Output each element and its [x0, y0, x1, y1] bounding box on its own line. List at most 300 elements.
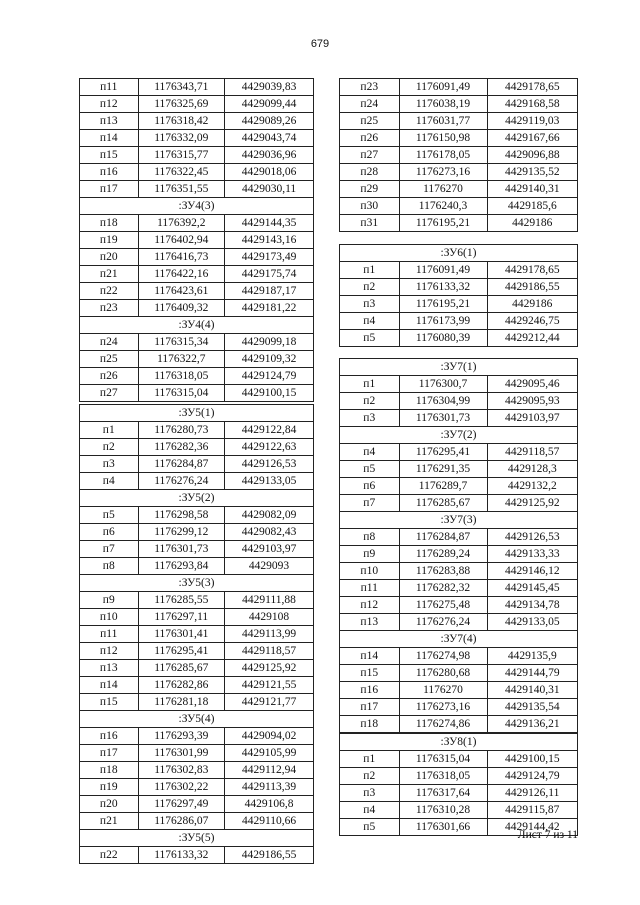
- section-header-row: [80, 317, 314, 334]
- y-coordinate-cell: 4429018,06: [225, 164, 314, 181]
- section-header-row: [340, 734, 578, 751]
- x-coordinate-cell: 1176275,48: [399, 597, 487, 614]
- table-row: [80, 626, 314, 643]
- y-coordinate-cell: 4429134,78: [487, 597, 577, 614]
- point-id-cell: п26: [340, 130, 400, 147]
- point-id-cell: п22: [80, 283, 139, 300]
- point-id-cell: п2: [340, 768, 400, 785]
- point-id-cell: п1: [340, 262, 400, 279]
- section-header: :ЗУ7(2): [340, 427, 578, 444]
- section-header: :ЗУ5(1): [80, 405, 314, 422]
- x-coordinate-cell: 1176351,55: [138, 181, 225, 198]
- section-header-row: [340, 359, 578, 376]
- coordinates-table: [339, 244, 578, 347]
- point-id-cell: п16: [80, 728, 139, 745]
- point-id-cell: п25: [80, 351, 139, 368]
- x-coordinate-cell: 1176284,87: [399, 529, 487, 546]
- table-row: [80, 728, 314, 745]
- table-row: [340, 279, 578, 296]
- point-id-cell: п7: [80, 541, 139, 558]
- table-row: [340, 376, 578, 393]
- y-coordinate-cell: 4429135,52: [487, 164, 577, 181]
- table-row: [80, 456, 314, 473]
- x-coordinate-cell: 1176276,24: [138, 473, 225, 490]
- x-coordinate-cell: 1176302,22: [138, 779, 225, 796]
- x-coordinate-cell: 1176325,69: [138, 96, 225, 113]
- table-row: [80, 473, 314, 490]
- table-row: [80, 249, 314, 266]
- table-row: [340, 198, 578, 215]
- point-id-cell: п18: [80, 215, 139, 232]
- x-coordinate-cell: 1176301,66: [399, 819, 487, 836]
- point-id-cell: п26: [80, 368, 139, 385]
- point-id-cell: п24: [80, 334, 139, 351]
- point-id-cell: п4: [80, 473, 139, 490]
- table-row: [340, 296, 578, 313]
- table-row: [340, 716, 578, 733]
- point-id-cell: п3: [340, 296, 400, 313]
- point-id-cell: п30: [340, 198, 400, 215]
- point-id-cell: п12: [80, 96, 139, 113]
- table-row: [80, 796, 314, 813]
- table-row: [80, 385, 314, 402]
- point-id-cell: п20: [80, 249, 139, 266]
- table-row: [340, 444, 578, 461]
- point-id-cell: п15: [340, 665, 400, 682]
- table-row: [340, 563, 578, 580]
- x-coordinate-cell: 1176150,98: [399, 130, 487, 147]
- table-row: [80, 507, 314, 524]
- section-header-row: [340, 245, 578, 262]
- y-coordinate-cell: 4429133,05: [225, 473, 314, 490]
- point-id-cell: п16: [80, 164, 139, 181]
- table-row: [80, 181, 314, 198]
- y-coordinate-cell: 4429095,46: [487, 376, 577, 393]
- table-row: [340, 802, 578, 819]
- table-row: [80, 592, 314, 609]
- table-row: [80, 232, 314, 249]
- table-row: [80, 694, 314, 711]
- y-coordinate-cell: 4429108: [225, 609, 314, 626]
- table-row: [340, 785, 578, 802]
- y-coordinate-cell: 4429096,88: [487, 147, 577, 164]
- table-row: [340, 648, 578, 665]
- y-coordinate-cell: 4429119,03: [487, 113, 577, 130]
- table-row: [340, 546, 578, 563]
- section-header: :ЗУ8(1): [340, 734, 578, 751]
- x-coordinate-cell: 1176280,73: [138, 422, 225, 439]
- table-row: [80, 558, 314, 575]
- x-coordinate-cell: 1176301,41: [138, 626, 225, 643]
- x-coordinate-cell: 1176317,64: [399, 785, 487, 802]
- x-coordinate-cell: 1176332,09: [138, 130, 225, 147]
- point-id-cell: п24: [340, 96, 400, 113]
- table-row: [80, 779, 314, 796]
- x-coordinate-cell: 1176270: [399, 682, 487, 699]
- table-row: [340, 529, 578, 546]
- x-coordinate-cell: 1176315,04: [138, 385, 225, 402]
- coordinates-table: [339, 78, 578, 232]
- x-coordinate-cell: 1176031,77: [399, 113, 487, 130]
- x-coordinate-cell: 1176322,45: [138, 164, 225, 181]
- table-row: [340, 461, 578, 478]
- x-coordinate-cell: 1176315,77: [138, 147, 225, 164]
- x-coordinate-cell: 1176286,07: [138, 813, 225, 830]
- x-coordinate-cell: 1176297,11: [138, 609, 225, 626]
- y-coordinate-cell: 4429167,66: [487, 130, 577, 147]
- point-id-cell: п5: [340, 330, 400, 347]
- x-coordinate-cell: 1176038,19: [399, 96, 487, 113]
- section-header: :ЗУ7(1): [340, 359, 578, 376]
- x-coordinate-cell: 1176091,49: [399, 79, 487, 96]
- point-id-cell: п2: [80, 439, 139, 456]
- y-coordinate-cell: 4429168,58: [487, 96, 577, 113]
- point-id-cell: п23: [80, 300, 139, 317]
- y-coordinate-cell: 4429181,22: [225, 300, 314, 317]
- x-coordinate-cell: 1176402,94: [138, 232, 225, 249]
- x-coordinate-cell: 1176283,88: [399, 563, 487, 580]
- x-coordinate-cell: 1176300,7: [399, 376, 487, 393]
- point-id-cell: п19: [80, 232, 139, 249]
- y-coordinate-cell: 4429135,9: [487, 648, 577, 665]
- x-coordinate-cell: 1176315,34: [138, 334, 225, 351]
- y-coordinate-cell: 4429105,99: [225, 745, 314, 762]
- table-row: [340, 751, 578, 768]
- table-row: [80, 113, 314, 130]
- table-row: [340, 410, 578, 427]
- point-id-cell: п1: [340, 751, 400, 768]
- y-coordinate-cell: 4429095,93: [487, 393, 577, 410]
- y-coordinate-cell: 4429115,87: [487, 802, 577, 819]
- y-coordinate-cell: 4429099,18: [225, 334, 314, 351]
- table-row: [80, 847, 314, 864]
- point-id-cell: п17: [80, 181, 139, 198]
- y-coordinate-cell: 4429094,02: [225, 728, 314, 745]
- table-row: [80, 677, 314, 694]
- y-coordinate-cell: 4429186: [487, 296, 577, 313]
- y-coordinate-cell: 4429100,15: [225, 385, 314, 402]
- y-coordinate-cell: 4429110,66: [225, 813, 314, 830]
- section-header: :ЗУ6(1): [340, 245, 578, 262]
- section-header-row: [340, 427, 578, 444]
- page-number: 679: [310, 38, 330, 50]
- table-row: [340, 682, 578, 699]
- y-coordinate-cell: 4429133,33: [487, 546, 577, 563]
- point-id-cell: п12: [340, 597, 400, 614]
- table-row: [340, 478, 578, 495]
- y-coordinate-cell: 4429178,65: [487, 262, 577, 279]
- x-coordinate-cell: 1176301,73: [138, 541, 225, 558]
- point-id-cell: п4: [340, 802, 400, 819]
- x-coordinate-cell: 1176304,99: [399, 393, 487, 410]
- point-id-cell: п4: [340, 313, 400, 330]
- x-coordinate-cell: 1176282,36: [138, 439, 225, 456]
- section-header-row: [80, 575, 314, 592]
- x-coordinate-cell: 1176423,61: [138, 283, 225, 300]
- table-row: [340, 580, 578, 597]
- y-coordinate-cell: 4429124,79: [487, 768, 577, 785]
- point-id-cell: п19: [80, 779, 139, 796]
- y-coordinate-cell: 4429106,8: [225, 796, 314, 813]
- table-row: [340, 147, 578, 164]
- y-coordinate-cell: 4429173,49: [225, 249, 314, 266]
- y-coordinate-cell: 4429100,15: [487, 751, 577, 768]
- x-coordinate-cell: 1176285,55: [138, 592, 225, 609]
- y-coordinate-cell: 4429186,55: [487, 279, 577, 296]
- x-coordinate-cell: 1176091,49: [399, 262, 487, 279]
- table-row: [340, 614, 578, 631]
- table-row: [80, 660, 314, 677]
- section-header-row: [80, 490, 314, 507]
- section-header: :ЗУ7(4): [340, 631, 578, 648]
- table-row: [80, 283, 314, 300]
- section-header-row: [340, 631, 578, 648]
- point-id-cell: п10: [340, 563, 400, 580]
- table-row: [340, 79, 578, 96]
- table-row: [340, 495, 578, 512]
- x-coordinate-cell: 1176240,3: [399, 198, 487, 215]
- x-coordinate-cell: 1176392,2: [138, 215, 225, 232]
- section-header: :ЗУ5(4): [80, 711, 314, 728]
- y-coordinate-cell: 4429136,21: [487, 716, 577, 733]
- point-id-cell: п9: [80, 592, 139, 609]
- point-id-cell: п14: [80, 677, 139, 694]
- y-coordinate-cell: 4429036,96: [225, 147, 314, 164]
- y-coordinate-cell: 4429140,31: [487, 181, 577, 198]
- y-coordinate-cell: 4429082,09: [225, 507, 314, 524]
- point-id-cell: п1: [340, 376, 400, 393]
- x-coordinate-cell: 1176422,16: [138, 266, 225, 283]
- y-coordinate-cell: 4429082,43: [225, 524, 314, 541]
- x-coordinate-cell: 1176280,68: [399, 665, 487, 682]
- point-id-cell: п14: [340, 648, 400, 665]
- y-coordinate-cell: 4429186,55: [225, 847, 314, 864]
- x-coordinate-cell: 1176178,05: [399, 147, 487, 164]
- coordinates-table: [79, 404, 314, 864]
- y-coordinate-cell: 4429133,05: [487, 614, 577, 631]
- x-coordinate-cell: 1176293,84: [138, 558, 225, 575]
- x-coordinate-cell: 1176080,39: [399, 330, 487, 347]
- point-id-cell: п28: [340, 164, 400, 181]
- y-coordinate-cell: 4429125,92: [487, 495, 577, 512]
- table-row: [340, 768, 578, 785]
- point-id-cell: п14: [80, 130, 139, 147]
- point-id-cell: п4: [340, 444, 400, 461]
- x-coordinate-cell: 1176291,35: [399, 461, 487, 478]
- y-coordinate-cell: 4429212,44: [487, 330, 577, 347]
- point-id-cell: п20: [80, 796, 139, 813]
- section-header-row: [340, 512, 578, 529]
- table-row: [80, 541, 314, 558]
- point-id-cell: п8: [340, 529, 400, 546]
- table-row: [80, 422, 314, 439]
- point-id-cell: п2: [340, 279, 400, 296]
- x-coordinate-cell: 1176284,87: [138, 456, 225, 473]
- y-coordinate-cell: 4429030,11: [225, 181, 314, 198]
- x-coordinate-cell: 1176195,21: [399, 215, 487, 232]
- point-id-cell: п9: [340, 546, 400, 563]
- table-row: [340, 181, 578, 198]
- x-coordinate-cell: 1176285,67: [399, 495, 487, 512]
- y-coordinate-cell: 4429112,94: [225, 762, 314, 779]
- table-row: [340, 262, 578, 279]
- y-coordinate-cell: 4429103,97: [487, 410, 577, 427]
- table-row: [80, 79, 314, 96]
- y-coordinate-cell: 4429113,99: [225, 626, 314, 643]
- y-coordinate-cell: 4429144,35: [225, 215, 314, 232]
- x-coordinate-cell: 1176274,86: [399, 716, 487, 733]
- point-id-cell: п6: [340, 478, 400, 495]
- y-coordinate-cell: 4429144,79: [487, 665, 577, 682]
- x-coordinate-cell: 1176297,49: [138, 796, 225, 813]
- point-id-cell: п18: [80, 762, 139, 779]
- table-row: [340, 330, 578, 347]
- point-id-cell: п2: [340, 393, 400, 410]
- point-id-cell: п27: [340, 147, 400, 164]
- table-row: [340, 215, 578, 232]
- y-coordinate-cell: 4429111,88: [225, 592, 314, 609]
- y-coordinate-cell: 4429099,44: [225, 96, 314, 113]
- point-id-cell: п10: [80, 609, 139, 626]
- table-row: [80, 351, 314, 368]
- table-row: [80, 762, 314, 779]
- section-header: :ЗУ7(3): [340, 512, 578, 529]
- y-coordinate-cell: 4429122,84: [225, 422, 314, 439]
- sheet-label: Лист 7 из 11: [517, 829, 578, 841]
- y-coordinate-cell: 4429132,2: [487, 478, 577, 495]
- y-coordinate-cell: 4429121,77: [225, 694, 314, 711]
- y-coordinate-cell: 4429118,57: [487, 444, 577, 461]
- x-coordinate-cell: 1176295,41: [399, 444, 487, 461]
- section-header-row: [80, 711, 314, 728]
- point-id-cell: п25: [340, 113, 400, 130]
- point-id-cell: п13: [80, 113, 139, 130]
- point-id-cell: п5: [340, 461, 400, 478]
- table-row: [80, 96, 314, 113]
- section-header-row: [80, 198, 314, 215]
- x-coordinate-cell: 1176281,18: [138, 694, 225, 711]
- point-id-cell: п22: [80, 847, 139, 864]
- x-coordinate-cell: 1176133,32: [399, 279, 487, 296]
- x-coordinate-cell: 1176270: [399, 181, 487, 198]
- table-row: [340, 665, 578, 682]
- y-coordinate-cell: 4429175,74: [225, 266, 314, 283]
- y-coordinate-cell: 4429140,31: [487, 682, 577, 699]
- y-coordinate-cell: 4429121,55: [225, 677, 314, 694]
- y-coordinate-cell: 4429128,3: [487, 461, 577, 478]
- section-header-row: [80, 830, 314, 847]
- table-row: [340, 164, 578, 181]
- point-id-cell: п3: [340, 410, 400, 427]
- point-id-cell: п6: [80, 524, 139, 541]
- point-id-cell: п3: [80, 456, 139, 473]
- point-id-cell: п21: [80, 266, 139, 283]
- x-coordinate-cell: 1176299,12: [138, 524, 225, 541]
- table-row: [340, 313, 578, 330]
- x-coordinate-cell: 1176274,98: [399, 648, 487, 665]
- point-id-cell: п12: [80, 643, 139, 660]
- y-coordinate-cell: 4429122,63: [225, 439, 314, 456]
- point-id-cell: п1: [80, 422, 139, 439]
- y-coordinate-cell: 4429126,53: [487, 529, 577, 546]
- point-id-cell: п21: [80, 813, 139, 830]
- point-id-cell: п3: [340, 785, 400, 802]
- x-coordinate-cell: 1176318,05: [138, 368, 225, 385]
- x-coordinate-cell: 1176322,7: [138, 351, 225, 368]
- x-coordinate-cell: 1176289,7: [399, 478, 487, 495]
- x-coordinate-cell: 1176276,24: [399, 614, 487, 631]
- y-coordinate-cell: 4429143,16: [225, 232, 314, 249]
- table-row: [340, 96, 578, 113]
- x-coordinate-cell: 1176173,99: [399, 313, 487, 330]
- y-coordinate-cell: 4429185,6: [487, 198, 577, 215]
- table-row: [80, 164, 314, 181]
- y-coordinate-cell: 4429039,83: [225, 79, 314, 96]
- point-id-cell: п23: [340, 79, 400, 96]
- y-coordinate-cell: 4429135,54: [487, 699, 577, 716]
- x-coordinate-cell: 1176293,39: [138, 728, 225, 745]
- x-coordinate-cell: 1176302,83: [138, 762, 225, 779]
- point-id-cell: п27: [80, 385, 139, 402]
- x-coordinate-cell: 1176295,41: [138, 643, 225, 660]
- y-coordinate-cell: 4429043,74: [225, 130, 314, 147]
- table-row: [80, 130, 314, 147]
- y-coordinate-cell: 4429246,75: [487, 313, 577, 330]
- table-row: [80, 643, 314, 660]
- point-id-cell: п16: [340, 682, 400, 699]
- table-row: [340, 113, 578, 130]
- point-id-cell: п29: [340, 181, 400, 198]
- y-coordinate-cell: 4429187,17: [225, 283, 314, 300]
- point-id-cell: п31: [340, 215, 400, 232]
- point-id-cell: п5: [340, 819, 400, 836]
- x-coordinate-cell: 1176310,28: [399, 802, 487, 819]
- point-id-cell: п18: [340, 716, 400, 733]
- y-coordinate-cell: 4429146,12: [487, 563, 577, 580]
- x-coordinate-cell: 1176301,73: [399, 410, 487, 427]
- x-coordinate-cell: 1176416,73: [138, 249, 225, 266]
- x-coordinate-cell: 1176273,16: [399, 164, 487, 181]
- y-coordinate-cell: 4429125,92: [225, 660, 314, 677]
- table-row: [80, 147, 314, 164]
- y-coordinate-cell: 4429178,65: [487, 79, 577, 96]
- table-row: [80, 368, 314, 385]
- table-row: [340, 393, 578, 410]
- point-id-cell: п11: [80, 79, 139, 96]
- y-coordinate-cell: 4429186: [487, 215, 577, 232]
- y-coordinate-cell: 4429103,97: [225, 541, 314, 558]
- point-id-cell: п11: [340, 580, 400, 597]
- table-row: [80, 609, 314, 626]
- coordinates-table: [339, 733, 578, 836]
- y-coordinate-cell: 4429118,57: [225, 643, 314, 660]
- section-header: :ЗУ5(2): [80, 490, 314, 507]
- table-row: [80, 300, 314, 317]
- point-id-cell: п8: [80, 558, 139, 575]
- point-id-cell: п11: [80, 626, 139, 643]
- x-coordinate-cell: 1176133,32: [138, 847, 225, 864]
- coordinates-table: [79, 78, 314, 402]
- section-header: :ЗУ5(3): [80, 575, 314, 592]
- x-coordinate-cell: 1176343,71: [138, 79, 225, 96]
- table-row: [340, 699, 578, 716]
- table-row: [80, 334, 314, 351]
- x-coordinate-cell: 1176298,58: [138, 507, 225, 524]
- table-row: [80, 813, 314, 830]
- coordinates-table: [339, 358, 578, 733]
- point-id-cell: п15: [80, 147, 139, 164]
- point-id-cell: п13: [80, 660, 139, 677]
